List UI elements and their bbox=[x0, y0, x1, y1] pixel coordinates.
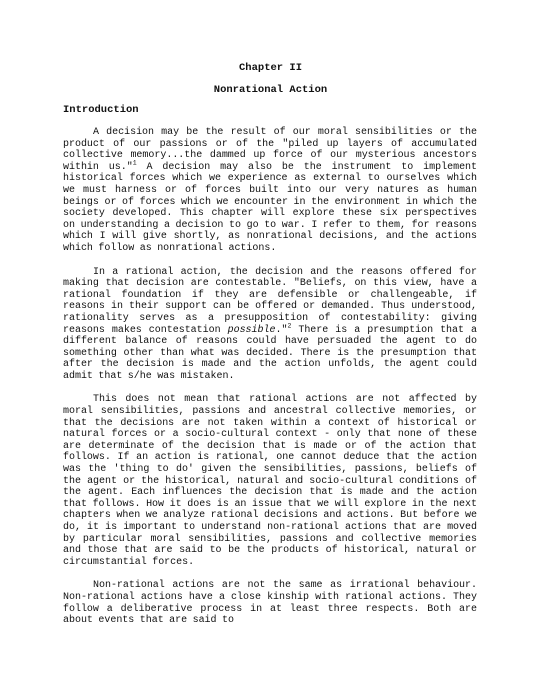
footnote-marker-2: 2 bbox=[287, 322, 292, 330]
chapter-number: Chapter II bbox=[238, 62, 302, 74]
paragraph-2-text-a: In a rational action, the decision and the reasons offered for making that decision are contestable. "Beliefs, on this view, have a rational foundation if they are defensible or challengeable, if reasons in their support can be offered or demanded. Thus understood, rationality serves as a presupposition of contestability: giving reasons makes contestation bbox=[63, 266, 477, 336]
body-text bbox=[63, 127, 477, 639]
chapter-title: Nonrational Action bbox=[213, 84, 328, 96]
paragraph-1-text-a: A decision may be the result of our moral sensibilities or the product of our passions or of the "piled up layers of accumulated collective memory...the dammed up force of our mysterious ancestors within us." bbox=[63, 127, 477, 173]
paragraph-3: This does not mean that rational actions are not affected by moral sensibilities, passions and ancestral collective memories, or that the decisions are not taken within a context of historical or natural forces or a socio-cultural context - only that none of these are determinate of the decision that is made or of the action that follows. If an action is rational, one cannot deduce that the action was the 'thing to do' given the sensibilities, passions, beliefs of the agent or the historical, natural and socio-cultural conditions of the agent. Each influences the decision that is made and the action that follows. How it does is an issue that we will explore in the next chapters when we analyze rational decisions and actions. But before we do, it is important to understand non-rational actions that are moved by particular moral sensibilities, passions and collective memories and those that are said to be the products of historical, natural or circumstantial forces. bbox=[63, 394, 477, 568]
paragraph-1 bbox=[63, 127, 477, 255]
paragraph-2 bbox=[63, 267, 477, 383]
paragraph-4: Non-rational actions are not the same as irrational behaviour. Non-rational actions have a close kinship with rational actions. They follow a deliberative process in at least three respects. Both are about events that are said to bbox=[63, 580, 477, 627]
section-heading: Introduction bbox=[63, 104, 139, 116]
paragraph-2-text-c: There is a presumption that a different balance of reasons could have persuaded the agent to do something other than what was decided. There is the presumption that after the decision is made and the action unfolds, the agent could admit that s/he was mistaken. bbox=[63, 324, 477, 382]
paragraph-2-text-b: ." bbox=[275, 324, 288, 336]
paragraph-1-text-b: A decision may also be the instrument to implement historical forces which we experience as external to ourselves which we must harness or of forces built into our very natures as human beings or of forces which we encounter in the environment in which the society developed. This chapter will explore these six perspectives on understanding a decision to go to war. I refer to them, for reasons which I will give shortly, as nonrational decisions, and the actions which follow as nonrational actions. bbox=[63, 161, 478, 254]
footnote-marker-1: 1 bbox=[132, 159, 137, 167]
paragraph-2-emphasis: possible bbox=[227, 324, 276, 336]
